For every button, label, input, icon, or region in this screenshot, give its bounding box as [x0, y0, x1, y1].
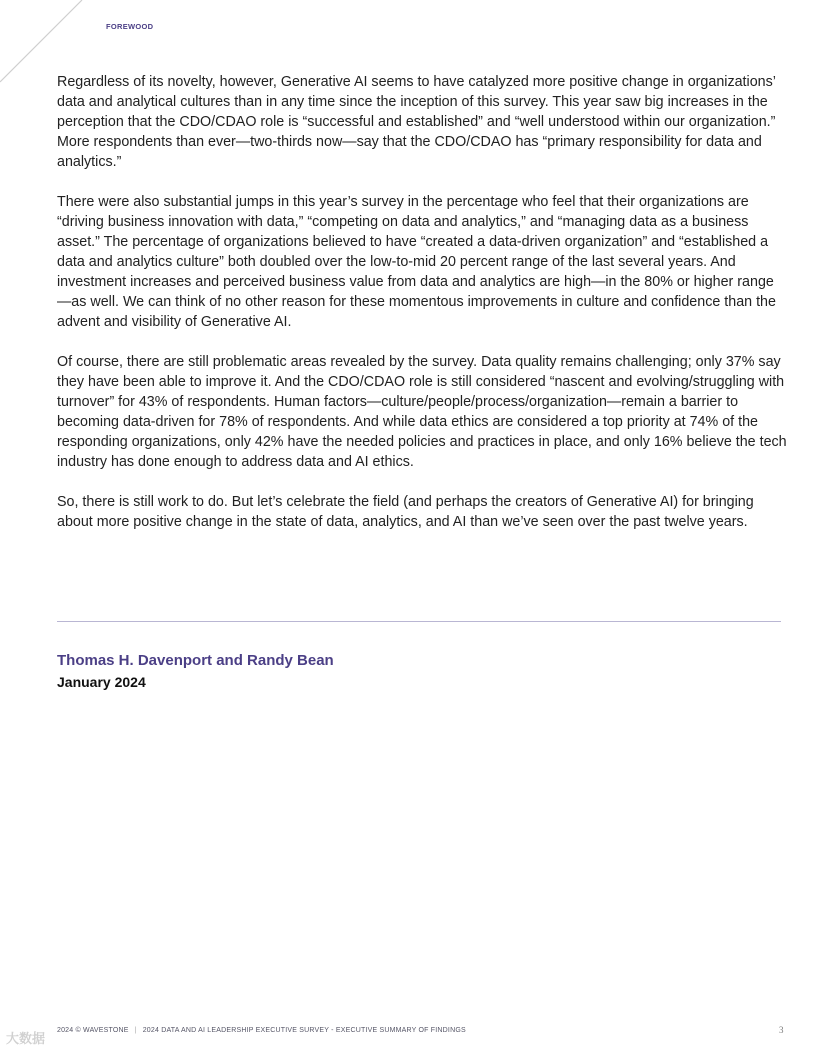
paragraph: There were also substantial jumps in this year’s survey in the percentage who feel that their organizations are “driving business innovation with data,” “competing on data and analytics,” and “managing data as a business asset.” The percentage of organizations believed to have “created a data-driven organization” and “established a data and analytics culture” both doubled over the low-to-mid 20 percent range of the last several years. And investment increases and perceived business value from data and analytics are high—in the 80% or higher range—as well. We can think of no other reason for these momentous improvements in culture and confidence than the advent and visibility of Generative AI. — [57, 194, 776, 330]
watermark: 大数据 — [6, 1031, 46, 1046]
footer-document-title: 2024 DATA AND AI LEADERSHIP EXECUTIVE SURVEY - EXECUTIVE SUMMARY OF FINDINGS — [142, 1027, 466, 1034]
paragraph: Of course, there are still problematic areas revealed by the survey. Data quality remains challenging; only 37% say they have been able to improve it. And the CDO/CDAO role is still considered “nascent and evolving/struggling with turnover” for 43% of respondents. Human factors—culture/people/process/organization—remain a barrier to becoming data-driven for 78% of respondents. And while data ethics are considered a top priority at 74% of the responding organizations, only 42% have the needed policies and practices in place, and only 16% believe the tech industry has done enough to address data and AI ethics. — [57, 354, 787, 470]
signature-authors: Thomas H. Davenport and Randy Bean — [57, 652, 334, 669]
footer — [57, 1027, 466, 1034]
footer-copyright: 2024 © WAVESTONE — [57, 1027, 129, 1034]
footer-separator: | — [134, 1027, 137, 1034]
paragraph: So, there is still work to do. But let’s celebrate the field (and perhaps the creators of Generative AI) for bringing about more positive change in the state of data, analytics, and AI than we’ve seen over the past twelve years. — [57, 494, 754, 530]
body-text — [57, 72, 787, 552]
divider — [57, 621, 781, 622]
signature-date: January 2024 — [57, 674, 146, 690]
page-number: 3 — [779, 1025, 784, 1035]
paragraph: Regardless of its novelty, however, Generative AI seems to have catalyzed more positive change in organizations’ data and analytical cultures than in any time since the inception of this survey. This year saw big increases in the perception that the CDO/CDAO role is “successful and established” and “well understood within our organization.” More respondents than ever—two-thirds now—say that the CDO/CDAO has “primary responsibility for data and analytics.” — [57, 74, 776, 170]
section-label: FOREWOOD — [106, 22, 154, 31]
